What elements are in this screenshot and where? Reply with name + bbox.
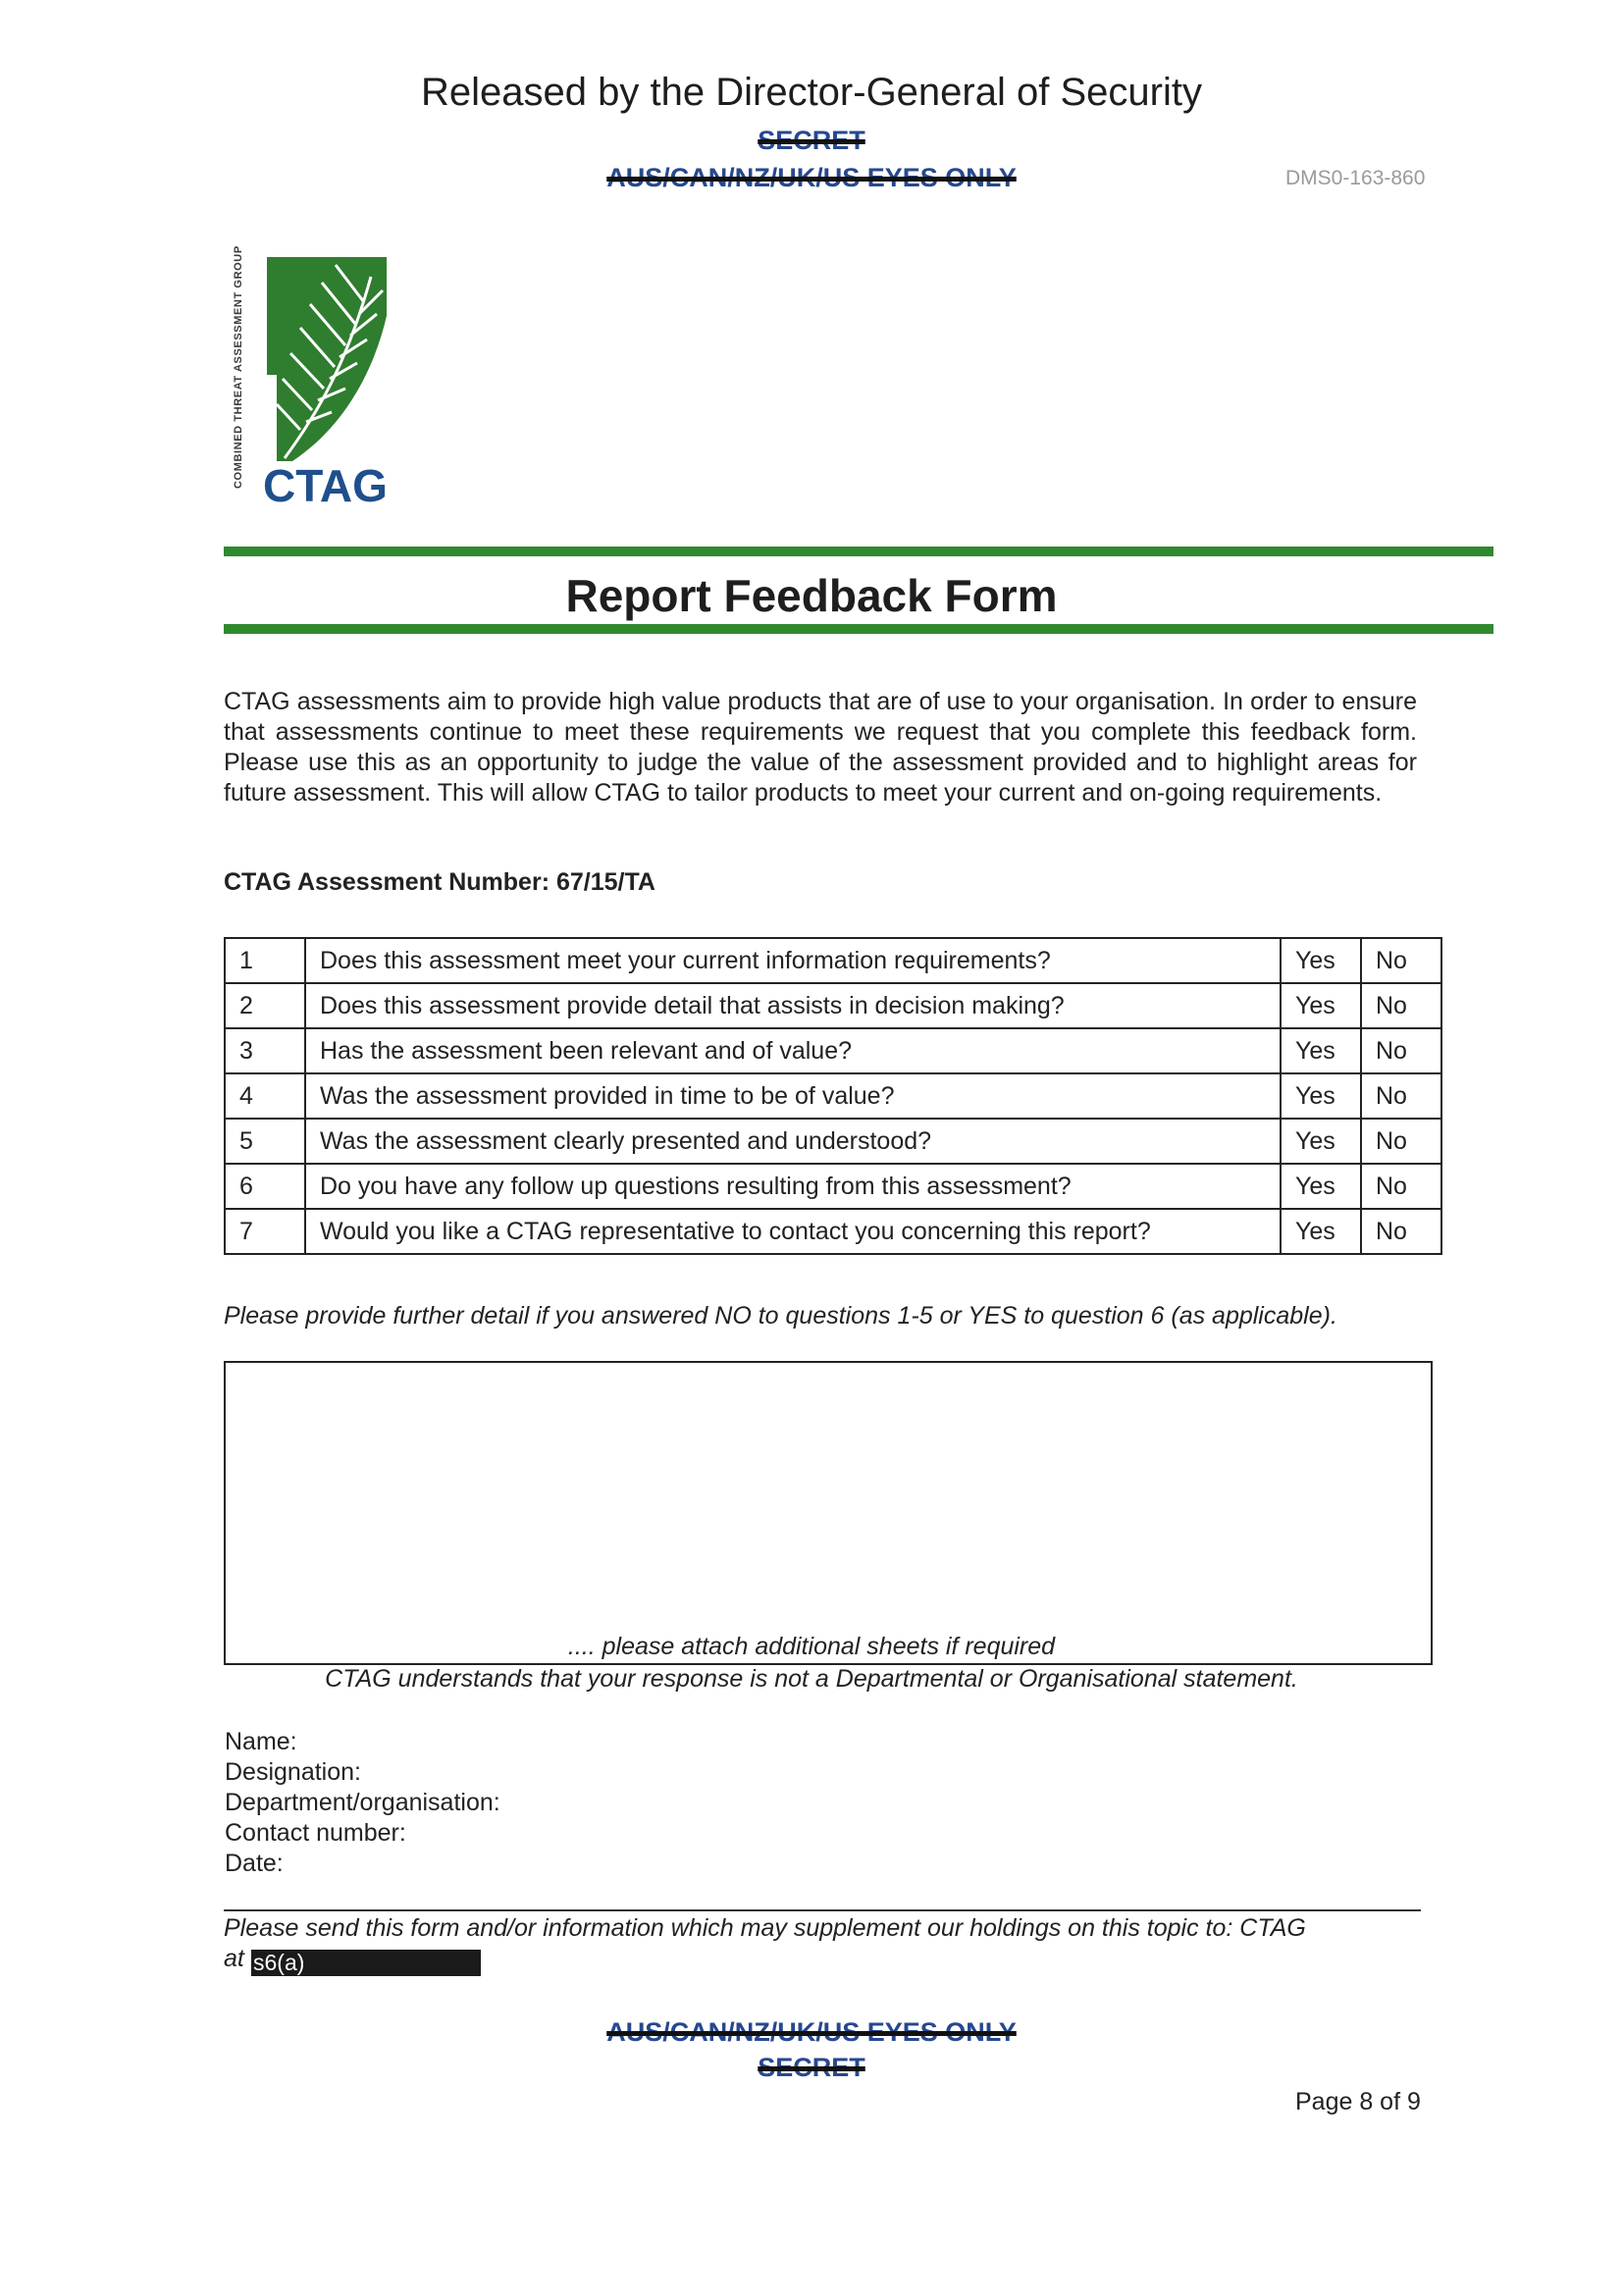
answer-no[interactable]: No: [1361, 1028, 1441, 1073]
answer-yes[interactable]: Yes: [1281, 1119, 1361, 1164]
answer-no[interactable]: No: [1361, 1119, 1441, 1164]
question-row: [225, 1119, 1441, 1164]
field-date-label: Date:: [225, 1850, 284, 1877]
question-row: [225, 938, 1441, 983]
page-number: Page 8 of 9: [1295, 2088, 1421, 2115]
field-designation-label: Designation:: [225, 1758, 361, 1786]
question-number: 3: [225, 1028, 305, 1073]
document-reference: DMS0-163-860: [1285, 167, 1426, 189]
field-contact-number-label: Contact number:: [225, 1819, 406, 1847]
question-number: 4: [225, 1073, 305, 1119]
assessment-number: CTAG Assessment Number: 67/15/TA: [224, 868, 655, 896]
answer-yes[interactable]: Yes: [1281, 1073, 1361, 1119]
send-note: Please send this form and/or information which may supplement our holdings on this topic to: CTAG: [224, 1914, 1306, 1942]
question-number: 6: [225, 1164, 305, 1209]
release-stamp: Released by the Director-General of Security: [421, 71, 1202, 114]
redaction-block: s6(a): [251, 1950, 481, 1976]
logo-wordmark: CTAG: [263, 460, 388, 511]
title-bar-bottom: [224, 624, 1493, 634]
question-number: 2: [225, 983, 305, 1028]
disclaimer-note: CTAG understands that your response is not a Departmental or Organisational statement.: [325, 1665, 1298, 1693]
classification-marking-bottom-2: SECRET: [758, 2053, 865, 2082]
form-title: Report Feedback Form: [565, 570, 1058, 621]
question-number: 7: [225, 1209, 305, 1254]
question-text: Was the assessment provided in time to be of value?: [305, 1073, 1281, 1119]
question-row: [225, 1028, 1441, 1073]
divider: [224, 1909, 1421, 1911]
contact-fields: [225, 1727, 500, 1879]
question-row: [225, 1073, 1441, 1119]
answer-no[interactable]: No: [1361, 1073, 1441, 1119]
answer-yes[interactable]: Yes: [1281, 1028, 1361, 1073]
question-text: Would you like a CTAG representative to contact you concerning this report?: [305, 1209, 1281, 1254]
question-row: [225, 983, 1441, 1028]
classification-marking-top-1: SECRET: [758, 126, 865, 155]
field-department-label: Department/organisation:: [225, 1789, 500, 1816]
send-at: at: [224, 1945, 244, 1972]
detail-textbox[interactable]: [224, 1361, 1433, 1665]
attach-note: .... please attach additional sheets if required: [567, 1633, 1056, 1660]
question-row: [225, 1209, 1441, 1254]
classification-marking-bottom-1: AUS/CAN/NZ/UK/US EYES ONLY: [606, 2017, 1017, 2047]
question-text: Has the assessment been relevant and of value?: [305, 1028, 1281, 1073]
question-row: [225, 1164, 1441, 1209]
field-name-label: Name:: [225, 1728, 297, 1755]
answer-yes[interactable]: Yes: [1281, 983, 1361, 1028]
answer-no[interactable]: No: [1361, 983, 1441, 1028]
answer-no[interactable]: No: [1361, 1209, 1441, 1254]
answer-no[interactable]: No: [1361, 938, 1441, 983]
question-number: 5: [225, 1119, 305, 1164]
questions-table: [224, 937, 1442, 1255]
question-text: Does this assessment meet your current information requirements?: [305, 938, 1281, 983]
answer-yes[interactable]: Yes: [1281, 1209, 1361, 1254]
fern-leaf-icon: [263, 257, 391, 463]
answer-no[interactable]: No: [1361, 1164, 1441, 1209]
answer-yes[interactable]: Yes: [1281, 938, 1361, 983]
question-text: Do you have any follow up questions resulting from this assessment?: [305, 1164, 1281, 1209]
question-text: Was the assessment clearly presented and understood?: [305, 1119, 1281, 1164]
question-number: 1: [225, 938, 305, 983]
classification-marking-top-2: AUS/CAN/NZ/UK/US EYES ONLY: [606, 163, 1017, 192]
intro-paragraph: CTAG assessments aim to provide high value products that are of use to your organisation. In order to ensure that assessments continue to meet these requirements we request that you complete this feedback form. Please use this as an opportunity to judge the value of the assessment provided and to highlight areas for future assessment. This will allow CTAG to tailor products to meet your current and on-going requirements.: [224, 688, 1417, 807]
question-text: Does this assessment provide detail that assists in decision making?: [305, 983, 1281, 1028]
answer-yes[interactable]: Yes: [1281, 1164, 1361, 1209]
title-bar-top: [224, 547, 1493, 556]
detail-prompt: Please provide further detail if you answered NO to questions 1-5 or YES to question 6 (as applicable).: [224, 1302, 1337, 1330]
logo-vertical-text: COMBINED THREAT ASSESSMENT GROUP: [233, 245, 244, 489]
